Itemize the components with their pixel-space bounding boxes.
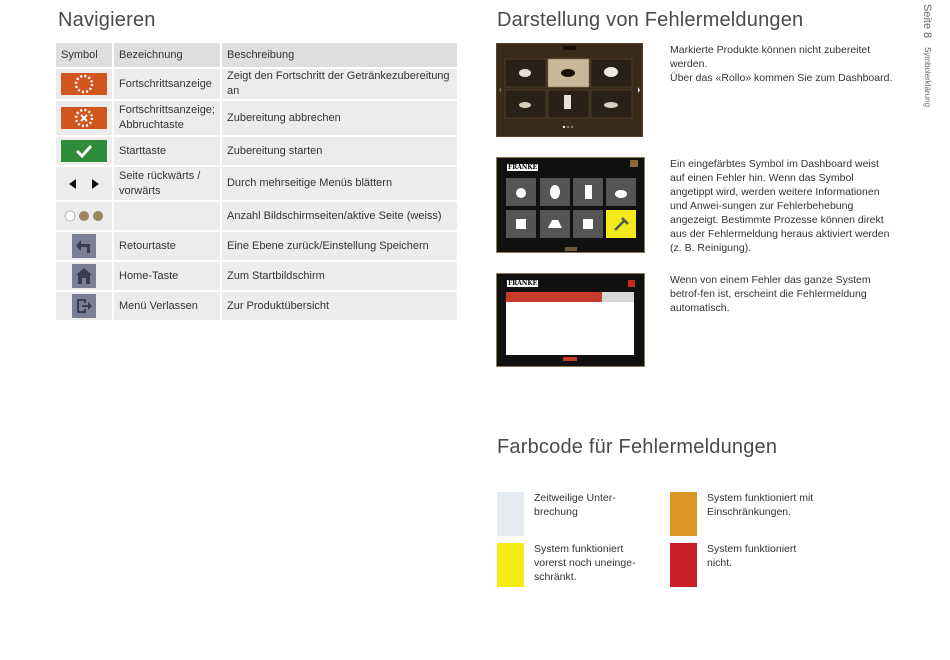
table-row [56, 202, 457, 232]
home-icon [72, 264, 96, 288]
error-description-2: Ein eingefärbtes Symbol im Dashboard weist auf einen Fehler hin. Wenn das Symbol angetippt wird, werden weitere Informationen und Anwei-sungen zur Fehlerbehebung angezeigt. Bestimmte Prozesse können direkt aus der Fehlermeldung heraus aktiviert werden (z. B. Reinigung). [670, 158, 890, 254]
dashboard-tiles [506, 178, 637, 240]
row-desc: Zubereitung abbrechen [222, 101, 457, 137]
error-description-3: Wenn von einem Fehler das ganze System betrof-fen ist, erscheint die Fehlermeldung automatisch. [670, 274, 871, 314]
row-desc: Zubereitung starten [222, 137, 457, 167]
row-desc: Zum Startbildschirm [222, 262, 457, 292]
row-name: Fortschrittsanzeige; Abbruchtaste [114, 101, 222, 137]
table-row [56, 262, 457, 292]
color-swatch-orange [670, 492, 697, 536]
brand-logo: FRANKE [508, 164, 538, 171]
error-display-title: Darstellung von Fehlermeldungen [497, 9, 804, 31]
corner-tab [630, 160, 638, 167]
color-label-still-working: System funktioniert vorerst noch uneinge- schränkt. [534, 543, 636, 583]
page-section: Symbolerklärung [923, 46, 932, 107]
table-row [56, 232, 457, 262]
brand-logo: FRANKE [508, 280, 538, 287]
table-row [56, 292, 457, 322]
color-code-title: Farbcode für Fehlermeldungen [497, 436, 778, 458]
error-dialog-header [506, 292, 602, 302]
row-desc: Eine Ebene zurück/Einstellung Speichern [222, 232, 457, 262]
dashboard-screenshot [496, 157, 645, 253]
header-name: Bezeichnung [114, 43, 222, 69]
error-description-1: Markierte Produkte können nicht zubereitet werden. Über das «Rollo» kommen Sie zum Dashboard. [670, 44, 893, 84]
row-name: Starttaste [114, 137, 222, 167]
error-dialog [506, 292, 634, 355]
color-label-not-working: System funktioniert nicht. [707, 543, 797, 569]
page-label [918, 4, 936, 107]
progress-icon [61, 73, 107, 95]
check-icon [61, 140, 107, 162]
header-symbol: Symbol [56, 43, 114, 69]
color-label-restricted: System funktioniert mit Einschränkungen. [707, 492, 814, 518]
row-name: Retourtaste [114, 232, 222, 262]
row-name: Home-Taste [114, 262, 222, 292]
progress-cancel-icon [61, 107, 107, 129]
color-swatch-red [670, 543, 697, 587]
symbol-table [56, 43, 457, 322]
roller-handle [565, 247, 577, 251]
row-desc: Durch mehrseitige Menüs blättern [222, 167, 457, 202]
table-header [56, 43, 457, 69]
color-swatch-light [497, 492, 524, 536]
header-description: Beschreibung [222, 43, 457, 69]
exit-icon [72, 294, 96, 318]
table-row [56, 167, 457, 202]
color-swatch-yellow [497, 543, 524, 587]
row-desc: Zeigt den Fortschritt der Getränkezubereitung an [222, 69, 457, 101]
table-row [56, 137, 457, 167]
error-dialog-close [602, 292, 634, 302]
row-name: Fortschrittsanzeige [114, 69, 222, 101]
row-name: Seite rückwärts / vorwärts [114, 167, 222, 202]
arrows-icon [61, 173, 107, 195]
row-name: Menü Verlassen [114, 292, 222, 322]
page-number: Seite 8 [921, 4, 933, 39]
row-name [114, 202, 222, 232]
page-dots-icon [61, 205, 107, 227]
navigation-title: Navigieren [58, 9, 156, 31]
table-row [56, 101, 457, 137]
table-row [56, 69, 457, 101]
error-message-screenshot [496, 273, 645, 367]
row-desc: Anzahl Bildschirmseiten/aktive Seite (weiss) [222, 202, 457, 232]
return-icon [72, 234, 96, 258]
error-indicator [628, 280, 635, 287]
color-label-interruption: Zeitweilige Unter- brechung [534, 492, 616, 518]
product-overview-screenshot [496, 43, 643, 137]
row-desc: Zur Produktübersicht [222, 292, 457, 322]
error-dialog-button [563, 357, 577, 361]
